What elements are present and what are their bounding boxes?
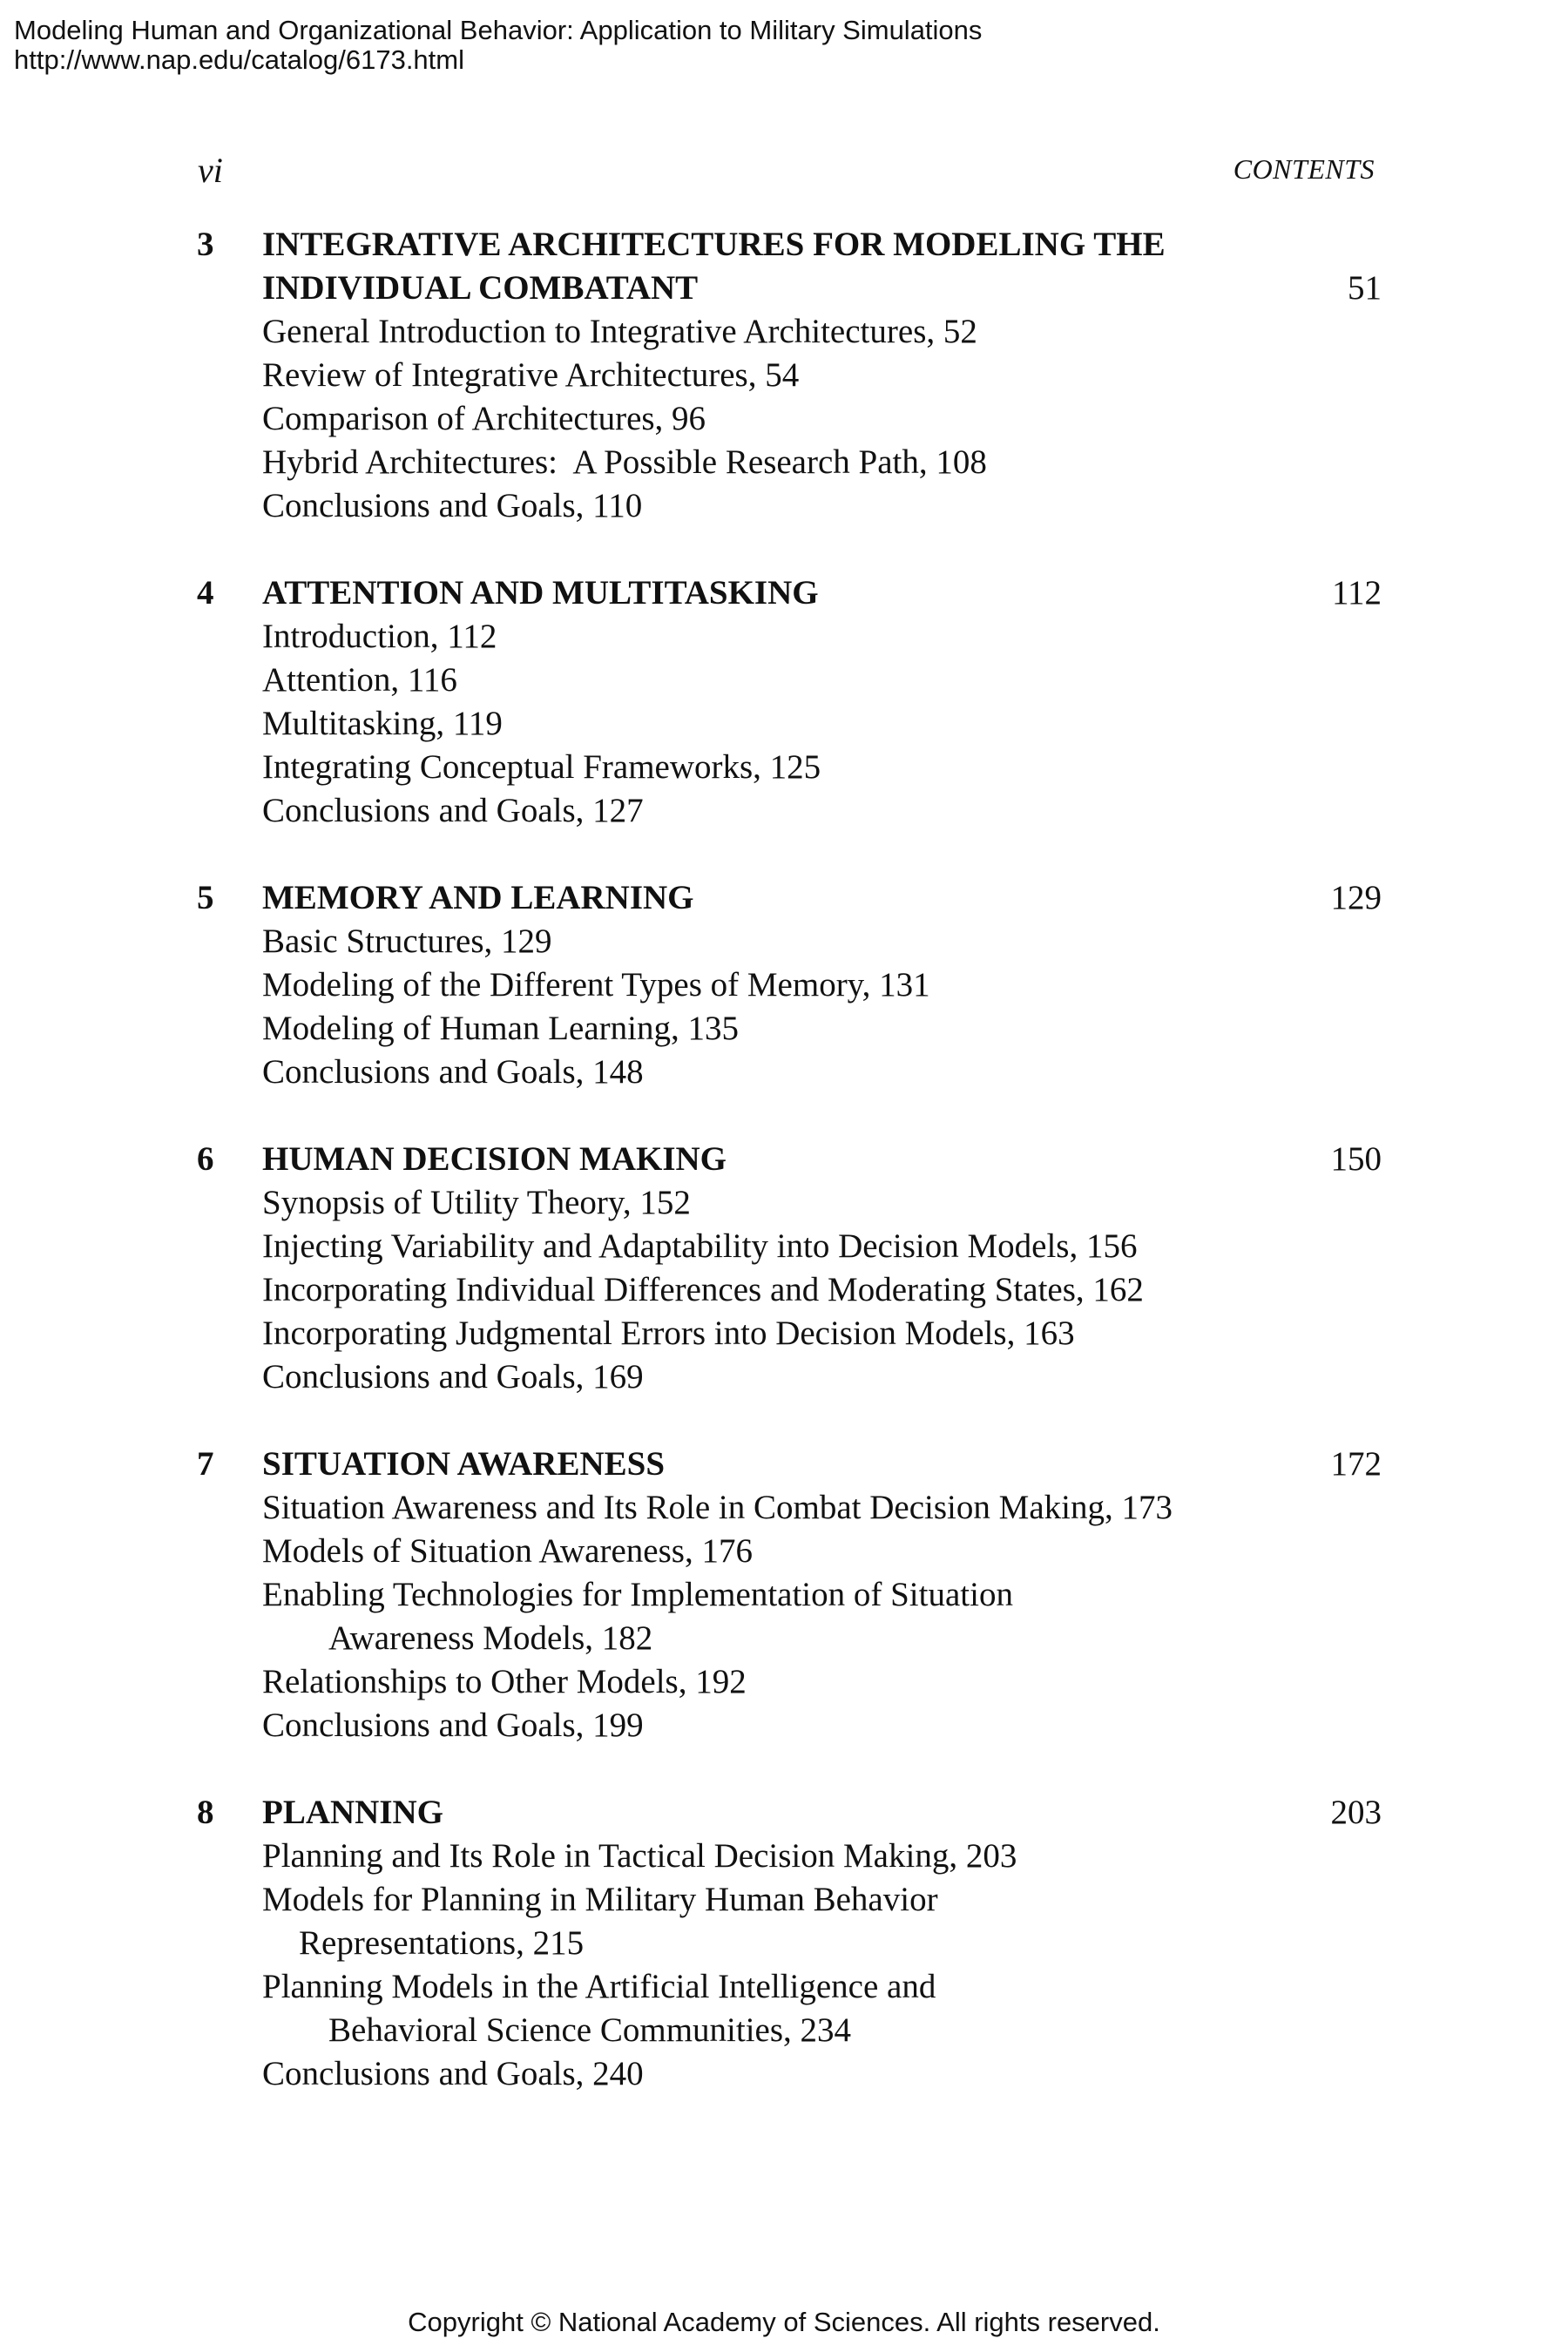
chapter-title: INTEGRATIVE ARCHITECTURES FOR MODELING THE INDIVIDUAL COMBATANT	[262, 226, 1166, 307]
chapter-6	[197, 1138, 1382, 1399]
continuation-text: Awareness Models, 182	[328, 1619, 653, 1657]
chapter-page: 51	[1348, 269, 1382, 307]
page-number: vi	[198, 151, 223, 190]
chapter-7	[197, 1443, 1382, 1747]
section-item: Basic Structures, 129	[262, 923, 552, 960]
continuation-text: Representations, 215	[299, 1924, 585, 1962]
chapter-heading	[197, 223, 1382, 310]
section-item: Relationships to Other Models, 192	[262, 1663, 747, 1700]
section-item: Modeling of the Different Types of Memory, 131	[262, 966, 930, 1004]
section-item: Injecting Variability and Adaptability into Decision Models, 156	[262, 1227, 1138, 1265]
section-item: Conclusions and Goals, 199	[262, 1707, 644, 1744]
section-item: Incorporating Individual Differences and Moderating States, 162	[262, 1271, 1144, 1308]
chapter-page: 172	[1330, 1445, 1382, 1483]
section-item: Introduction, 112	[262, 618, 497, 655]
chapter-number: 7	[197, 1445, 214, 1483]
chapter-heading	[197, 1791, 1382, 1835]
section-item: Models for Planning in Military Human Behavior	[262, 1881, 938, 1918]
section-list	[197, 920, 1382, 1094]
section-list	[197, 1835, 1382, 2096]
section-item: Conclusions and Goals, 240	[262, 2055, 644, 2092]
continuation-text: Behavioral Science Communities, 234	[328, 2011, 852, 2049]
section-item: Multitasking, 119	[262, 705, 503, 742]
chapter-title: HUMAN DECISION MAKING	[262, 1140, 727, 1178]
section-item-continuation	[262, 2009, 1382, 2052]
copyright-footer: Copyright © National Academy of Sciences. All rights reserved.	[408, 2307, 1160, 2337]
section-list	[197, 1486, 1382, 1747]
document-title-header: Modeling Human and Organizational Behavior: Application to Military Simulations	[14, 15, 983, 45]
chapter-8	[197, 1791, 1382, 2096]
chapter-page: 203	[1330, 1794, 1382, 1831]
section-item: Modeling of Human Learning, 135	[262, 1010, 739, 1047]
chapter-4	[197, 571, 1382, 833]
section-item: Review of Integrative Architectures, 54	[262, 356, 800, 394]
chapter-5	[197, 876, 1382, 1094]
section-item: Integrating Conceptual Frameworks, 125	[262, 748, 821, 786]
chapter-title: SITUATION AWARENESS	[262, 1445, 666, 1483]
section-item: Situation Awareness and Its Role in Combat Decision Making, 173	[262, 1489, 1173, 1526]
chapter-number: 6	[197, 1140, 214, 1178]
document-url-header: http://www.nap.edu/catalog/6173.html	[14, 44, 464, 75]
section-item: Planning and Its Role in Tactical Decision Making, 203	[262, 1837, 1017, 1875]
section-item-continuation	[262, 1617, 1382, 1660]
chapter-number: 4	[197, 574, 214, 612]
section-item: Comparison of Architectures, 96	[262, 400, 706, 437]
section-item: Conclusions and Goals, 127	[262, 792, 644, 829]
section-list	[197, 615, 1382, 833]
section-item: Enabling Technologies for Implementation of Situation	[262, 1576, 1013, 1613]
section-item: Conclusions and Goals, 148	[262, 1053, 644, 1091]
section-item-continuation	[262, 1922, 1382, 1965]
chapter-page: 129	[1330, 879, 1382, 916]
section-item: Incorporating Judgmental Errors into Decision Models, 163	[262, 1315, 1075, 1352]
section-list	[197, 1181, 1382, 1399]
chapter-number: 3	[197, 226, 214, 263]
section-item: Planning Models in the Artificial Intelligence and	[262, 1968, 936, 2005]
section-item: Attention, 116	[262, 661, 457, 699]
table-of-contents	[197, 223, 1382, 2139]
chapter-page: 150	[1330, 1140, 1382, 1178]
running-head: CONTENTS	[1233, 153, 1375, 185]
chapter-heading	[197, 876, 1382, 920]
section-item: Hybrid Architectures: A Possible Research Path, 108	[262, 443, 987, 481]
section-item: General Introduction to Integrative Architectures, 52	[262, 313, 977, 350]
section-item: Conclusions and Goals, 169	[262, 1358, 644, 1396]
section-item: Conclusions and Goals, 110	[262, 487, 643, 524]
section-item: Synopsis of Utility Theory, 152	[262, 1184, 691, 1221]
chapter-3	[197, 223, 1382, 528]
chapter-title: ATTENTION AND MULTITASKING	[262, 574, 819, 612]
chapter-heading	[197, 1138, 1382, 1181]
chapter-heading	[197, 571, 1382, 615]
section-item: Models of Situation Awareness, 176	[262, 1532, 753, 1570]
chapter-page: 112	[1331, 574, 1382, 612]
chapter-title: MEMORY AND LEARNING	[262, 879, 694, 916]
chapter-title: PLANNING	[262, 1794, 444, 1831]
chapter-number: 8	[197, 1794, 214, 1831]
section-list	[197, 310, 1382, 528]
chapter-number: 5	[197, 879, 214, 916]
chapter-heading	[197, 1443, 1382, 1486]
